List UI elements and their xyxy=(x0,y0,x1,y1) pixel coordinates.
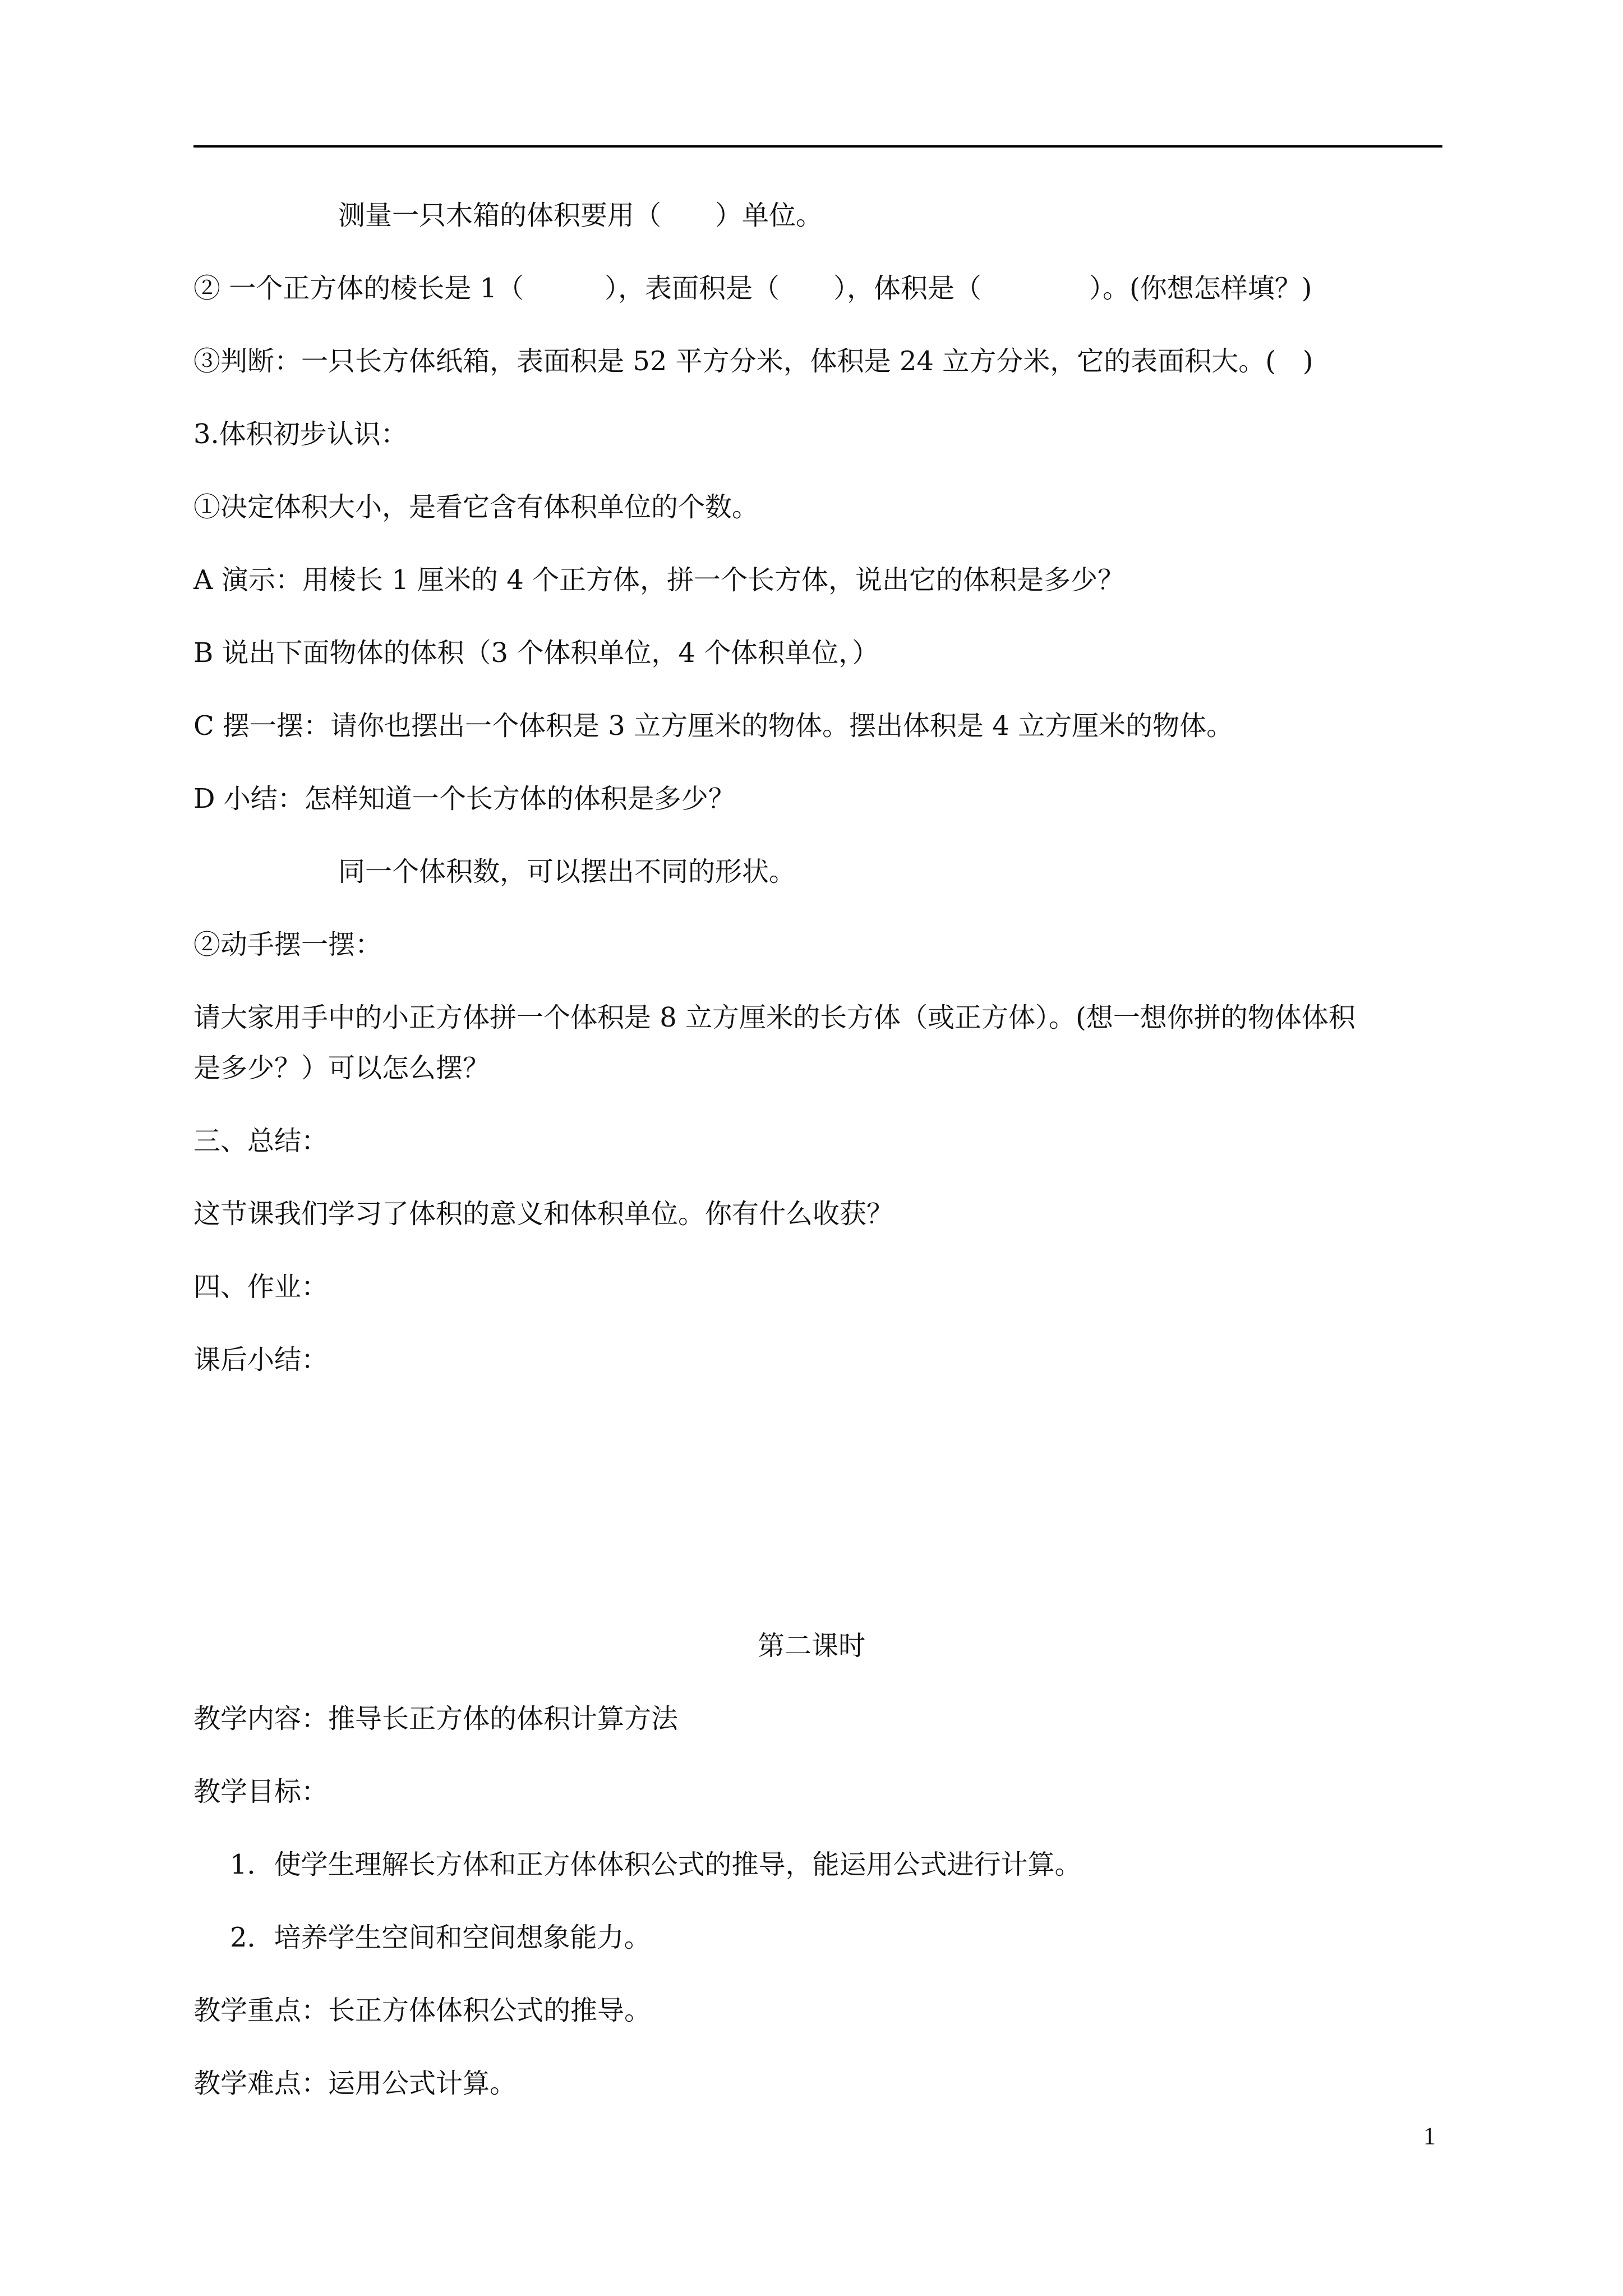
text-line-9: D 小结：怎样知道一个长方体的体积是多少？ xyxy=(193,783,735,815)
text-line-10: 同一个体积数，可以摆出不同的形状。 xyxy=(338,856,796,887)
text-line-7: B 说出下面物体的体积（3 个体积单位，4 个体积单位，） xyxy=(193,637,879,669)
text-line-14: 三、总结： xyxy=(193,1125,329,1157)
lesson-goals-heading: 教学目标： xyxy=(193,1776,329,1807)
text-line-16: 四、作业： xyxy=(193,1271,329,1303)
lesson-key-point: 教学重点：长正方体体积公式的推导。 xyxy=(193,1995,652,2026)
text-line-15: 这节课我们学习了体积的意义和体积单位。你有什么收获？ xyxy=(193,1198,894,1230)
text-line-5: ①决定体积大小，是看它含有体积单位的个数。 xyxy=(193,491,759,523)
lesson-content: 教学内容：推导长正方体的体积计算方法 xyxy=(193,1703,679,1734)
lesson-difficulty: 教学难点：运用公式计算。 xyxy=(193,2068,517,2099)
text-line-11: ②动手摆一摆： xyxy=(193,929,382,960)
lesson-goal-1: 1．使学生理解长方体和正方体体积公式的推导，能运用公式进行计算。 xyxy=(230,1849,1082,1880)
text-line-1: 测量一只木箱的体积要用（ ）单位。 xyxy=(338,200,823,231)
text-line-13: 是多少？）可以怎么摆？ xyxy=(193,1052,490,1084)
text-line-2: ② 一个正方体的棱长是 1（ ），表面积是（ ），体积是（ ）。(你想怎样填？) xyxy=(193,273,1312,304)
text-line-6: A 演示：用棱长 1 厘米的 4 个正方体，拼一个长方体，说出它的体积是多少？ xyxy=(193,564,1125,596)
text-line-12: 请大家用手中的小正方体拼一个体积是 8 立方厘米的长方体（或正方体）。(想一想你拼的物体体积 xyxy=(193,1002,1355,1033)
header-rule xyxy=(193,145,1442,148)
section-title: 第二课时 xyxy=(757,1630,865,1662)
text-line-8: C 摆一摆：请你也摆出一个体积是 3 立方厘米的物体。摆出体积是 4 立方厘米的物体。 xyxy=(193,710,1234,742)
text-line-17: 课后小结： xyxy=(193,1344,329,1375)
text-line-4: 3.体积初步认识： xyxy=(193,418,408,450)
text-line-3: ③判断：一只长方体纸箱，表面积是 52 平方分米，体积是 24 立方分米，它的表面积大。( ) xyxy=(193,346,1313,377)
lesson-goal-2: 2．培养学生空间和空间想象能力。 xyxy=(230,1922,651,1953)
page-number: 1 xyxy=(1423,2122,1436,2150)
